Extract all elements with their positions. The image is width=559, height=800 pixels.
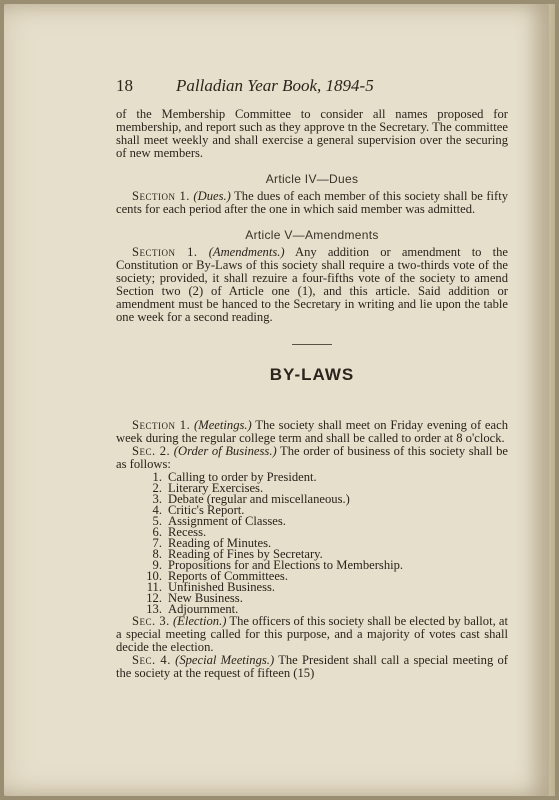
section-title: (Election.) <box>172 614 227 628</box>
book-page <box>4 4 549 796</box>
bylaws-section-3 <box>116 615 508 654</box>
section-divider <box>292 344 332 345</box>
section-text: Any addition or amendment to the Constitution or By-Laws of this society shall require a two-thirds vote of the society; provided, it shall rezuire a four-fifths vote of the society to amend Section two (2) of Article one (1), and this article. Said addition or amendment must be hanced to the Secretary in writing and lie upon the table one week for a second reading. <box>116 245 508 324</box>
page-header <box>116 76 508 96</box>
article-v-section-1 <box>116 246 508 324</box>
section-label: Section 1. <box>132 418 191 432</box>
article-iv-heading: Article IV—Dues <box>265 172 359 186</box>
item-number: 11. <box>146 580 162 594</box>
section-label: Section 1. <box>132 189 190 203</box>
item-number: 3. <box>152 492 162 506</box>
section-title: (Meetings.) <box>194 418 252 432</box>
section-text: The order of business of this society shall be as follows: <box>116 444 509 471</box>
item-number: 4. <box>152 503 162 517</box>
item-number: 1. <box>152 470 162 484</box>
bylaws-section-4 <box>116 654 508 680</box>
section-text: The society shall meet on Friday evening of each week during the regular college term and shall be called to order at 8 o'clock. <box>116 418 508 445</box>
item-text: Debate (regular and miscellaneous.) <box>168 492 350 506</box>
item-text: Calling to order by President. <box>168 470 317 484</box>
item-text: Reading of Fines by Secretary. <box>168 547 323 561</box>
item-number: 10. <box>146 569 162 583</box>
item-text: Unfinished Business. <box>168 580 276 594</box>
bylaws-section-2 <box>116 445 508 471</box>
item-number: 8. <box>152 547 162 561</box>
item-text: Adjournment. <box>168 602 239 616</box>
article-iv-section-1 <box>116 190 508 216</box>
page-content <box>116 76 508 680</box>
item-number: 6. <box>152 525 162 539</box>
section-title: (Special Meetings.) <box>175 653 275 667</box>
section-title: (Order of Business.) <box>173 444 277 458</box>
section-label: Sec. 3. <box>132 614 170 628</box>
page-number: 18 <box>116 76 133 95</box>
section-text: The officers of this society shall be elected by ballot, at a special meeting called for this purpose, and a majority of votes cast shall decide the election. <box>116 614 508 654</box>
item-text: Reports of Committees. <box>168 569 288 583</box>
bylaws-section-1 <box>116 419 508 445</box>
item-text: Reading of Minutes. <box>168 536 272 550</box>
item-number: 7. <box>152 536 162 550</box>
section-title: (Dues.) <box>193 189 231 203</box>
item-text: Critic's Report. <box>168 503 245 517</box>
item-text: New Business. <box>168 591 243 605</box>
section-label: Sec. 2. <box>132 444 171 458</box>
item-text: Recess. <box>168 525 207 539</box>
item-number: 12. <box>146 591 162 605</box>
bylaws-heading: BY-LAWS <box>269 365 355 384</box>
item-text: Propositions for and Elections to Membership. <box>168 558 404 572</box>
section-label: Section 1. <box>132 245 198 259</box>
item-number: 13. <box>146 602 162 616</box>
item-number: 2. <box>152 481 162 495</box>
section-label: Sec. 4. <box>132 653 171 667</box>
section-text: The President shall call a special meeting of the society at the request of fifteen (15) <box>116 653 508 680</box>
item-text: Assignment of Classes. <box>168 514 286 528</box>
item-number: 9. <box>152 558 162 572</box>
order-of-business-list <box>116 472 508 615</box>
item-number: 5. <box>152 514 162 528</box>
article-v-heading: Article V—Amendments <box>245 228 379 242</box>
item-text: Literary Exercises. <box>168 481 264 495</box>
section-text: The dues of each member of this society shall be fifty cents for each period after the one in which said member was admitted. <box>116 189 509 216</box>
running-title: Palladian Year Book, 1894-5 <box>176 76 374 95</box>
continued-paragraph: of the Membership Committee to consider all names proposed for membership, and report such as they approve tn the Secretary. The committee shall meet weekly and shall exercise a general supervision over the securing of new members. <box>116 107 508 160</box>
section-title: (Amendments.) <box>208 245 285 259</box>
